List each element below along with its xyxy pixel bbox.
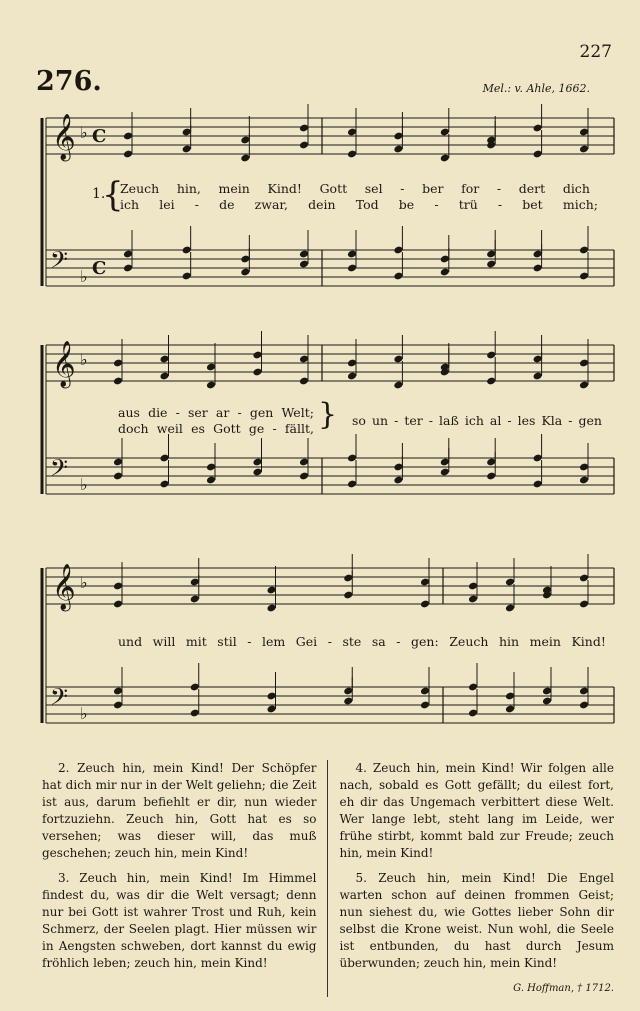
- flat-sign: ♭: [80, 123, 88, 142]
- lyric-syllable: Kla: [541, 413, 563, 428]
- verse-2: 2. Zeuch hin, mein Kind! Der Schöpfer hat dich mir nur in der Welt geliehn; die Zeit ist aus, darum befiehlt er dir, nun wieder fortzuziehn. Zeuch hin, Gott hat es so versehen; was dieser will, das muß geschehen; zeuch hin, mein Kind!: [42, 761, 317, 860]
- lyric-line-2c: [352, 413, 602, 428]
- flat-sign: ♭: [80, 350, 88, 369]
- lyric-syllable: stil: [217, 634, 237, 649]
- lyric-syllable: gen:: [411, 634, 439, 649]
- flat-sign: ♭: [80, 267, 88, 286]
- lyric-syllable: -: [394, 413, 399, 428]
- lyric-syllable: trü: [458, 197, 478, 212]
- verse-number: 1.: [92, 186, 106, 202]
- lyric-syllable: will: [152, 634, 176, 649]
- verses-right-column: [328, 760, 615, 997]
- verse-4: 4. Zeuch hin, mein Kind! Wir folgen alle nach, sobald es Gott gefällt; du eilest fort, eh dir das Ungemach verbittert diese Welt. Wer lange lebt, steht lang im Leide, wer frühe stirbt, kommt bald zur Freude; zeuch hin, mein Kind!: [339, 761, 614, 860]
- lyric-syllable: die: [148, 405, 168, 420]
- lyric-line-2b: [118, 421, 314, 436]
- flat-sign: ♭: [80, 573, 88, 592]
- lyric-syllable: -: [507, 413, 512, 428]
- lyric-syllable: -: [497, 197, 503, 212]
- lyric-line-1a: [120, 181, 590, 196]
- lyric-syllable: mich;: [562, 197, 598, 212]
- lyric-syllable: dich: [562, 181, 590, 196]
- lyric-syllable: -: [272, 421, 277, 436]
- lyric-syllable: ar: [215, 405, 230, 420]
- lyric-syllable: ber: [422, 181, 444, 196]
- lyric-syllable: sel: [364, 181, 383, 196]
- treble-clef: 𝄞: [52, 341, 76, 387]
- page-number: 227: [579, 42, 612, 62]
- lyric-syllable: aus: [118, 405, 140, 420]
- lyric-syllable: ge: [248, 421, 265, 436]
- lyric-syllable: Gott: [319, 181, 348, 196]
- lyric-syllable: mein: [218, 181, 250, 196]
- lyric-syllable: -: [568, 413, 573, 428]
- lyric-syllable: dert: [518, 181, 546, 196]
- lyric-syllable: ste: [342, 634, 362, 649]
- lyric-syllable: hin: [498, 634, 520, 649]
- lyric-syllable: Welt;: [281, 405, 314, 420]
- lyric-syllable: les: [517, 413, 536, 428]
- lyric-syllable: zwar,: [254, 197, 288, 212]
- hymn-number: 276.: [36, 66, 102, 97]
- treble-clef: 𝄞: [52, 564, 76, 610]
- lyric-syllable: so: [352, 413, 366, 428]
- verse-5: 5. Zeuch hin, mein Kind! Die Engel warten schon auf deinen frommen Geist; nun siehest du, wie Gottes lieber Sohn dir selbst die Krone weist. Nun wohl, die Seele ist entbunden, du hast durch Jesum überwunden; zeuch hin, mein Kind!: [339, 871, 614, 970]
- lyric-syllable: Kind!: [571, 634, 606, 649]
- lyric-syllable: ter: [404, 413, 423, 428]
- lyric-syllable: ser: [187, 405, 208, 420]
- lyric-syllable: weil: [156, 421, 183, 436]
- lyric-syllable: Tod: [355, 197, 379, 212]
- lyric-syllable: -: [396, 634, 401, 649]
- lyric-syllable: ich: [120, 197, 140, 212]
- flat-sign: ♭: [80, 704, 88, 723]
- bass-clef: 𝄢: [50, 454, 69, 487]
- lyric-syllable: -: [175, 405, 180, 420]
- lyric-syllable: -: [400, 181, 405, 196]
- lyric-syllable: sa: [371, 634, 386, 649]
- lyric-syllable: un: [371, 413, 389, 428]
- lyric-syllable: Kind!: [267, 181, 302, 196]
- lyric-syllable: fällt,: [284, 421, 314, 436]
- bass-clef: 𝄢: [50, 246, 69, 279]
- lyric-syllable: dein: [308, 197, 336, 212]
- lyric-syllable: mein: [529, 634, 561, 649]
- lyric-syllable: mit: [185, 634, 207, 649]
- lyric-line-1b: [120, 197, 598, 212]
- flat-sign: ♭: [80, 475, 88, 494]
- lyric-syllable: -: [194, 197, 199, 212]
- lyric-syllable: lem: [262, 634, 286, 649]
- lyric-syllable: -: [496, 181, 502, 196]
- lyric-syllable: bet: [522, 197, 543, 212]
- bass-clef: 𝄢: [50, 683, 69, 716]
- lyric-syllable: -: [247, 634, 252, 649]
- verse-brace-2: }: [318, 397, 338, 432]
- lyric-syllable: hin,: [176, 181, 201, 196]
- lyric-syllable: -: [434, 197, 439, 212]
- lyric-syllable: Gott: [213, 421, 241, 436]
- lyric-syllable: ich: [464, 413, 484, 428]
- treble-clef: 𝄞: [52, 114, 76, 160]
- verses-section: [42, 760, 614, 997]
- verse-3: 3. Zeuch hin, mein Kind! Im Himmel findest du, was dir die Welt versagt; denn nur bei Gott ist wahrer Trost und Ruh, kein Schmerz, der Seelen plagt. Hier müssen wir in Aengsten schweben, dort kannst du ewig fröhlich leben; zeuch hin, mein Kind!: [42, 871, 317, 970]
- common-time: C: [92, 126, 107, 147]
- lyric-syllable: es: [191, 421, 205, 436]
- lyric-syllable: -: [237, 405, 242, 420]
- lyric-line-2a: [118, 405, 314, 420]
- lyric-syllable: al: [489, 413, 502, 428]
- verses-left-column: [42, 760, 328, 997]
- lyric-syllable: -: [327, 634, 332, 649]
- verse-author: G. Hoffman, † 1712.: [513, 983, 614, 994]
- lyric-syllable: gen: [578, 413, 602, 428]
- lyric-syllable: -: [428, 413, 433, 428]
- lyric-syllable: be: [398, 197, 415, 212]
- melody-credit: Mel.: v. Ahle, 1662.: [482, 82, 590, 95]
- lyric-line-3: [118, 634, 606, 649]
- lyric-syllable: Zeuch: [120, 181, 160, 196]
- lyric-syllable: lei: [159, 197, 175, 212]
- verse-brace: {: [102, 175, 124, 215]
- lyric-syllable: de: [219, 197, 235, 212]
- lyric-syllable: doch: [118, 421, 149, 436]
- lyric-syllable: gen: [249, 405, 274, 420]
- lyric-syllable: Zeuch: [449, 634, 489, 649]
- lyric-syllable: laß: [439, 413, 459, 428]
- lyric-syllable: for: [461, 181, 480, 196]
- lyric-syllable: und: [118, 634, 143, 649]
- common-time: C: [92, 258, 107, 279]
- lyric-syllable: Gei: [295, 634, 318, 649]
